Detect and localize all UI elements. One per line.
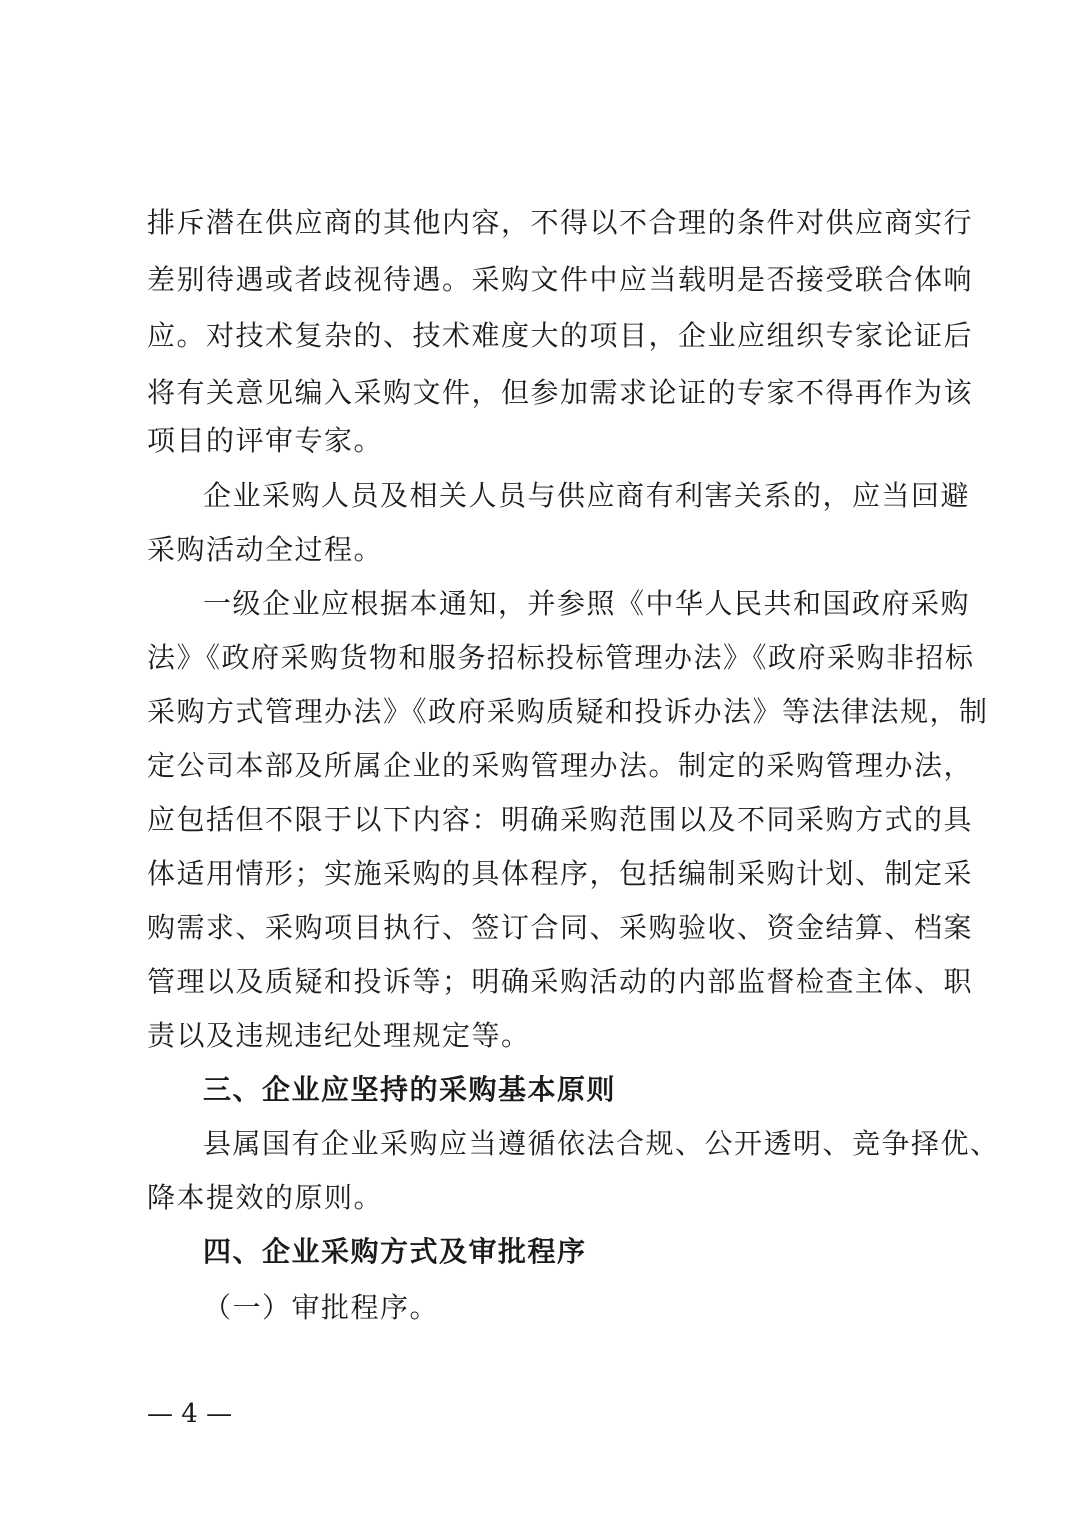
body-line: 排斥潜在供应商的其他内容，不得以不合理的条件对供应商实行: [147, 206, 974, 239]
paragraph-start-line: 一级企业应根据本通知，并参照《中华人民共和国政府采购: [203, 587, 971, 620]
page-number: — 4 —: [147, 1399, 233, 1429]
body-line: 定公司本部及所属企业的采购管理办法。制定的采购管理办法，: [147, 749, 974, 782]
subsection-heading: （一）审批程序。: [203, 1291, 440, 1324]
paragraph-start-line: 企业采购人员及相关人员与供应商有利害关系的，应当回避: [203, 479, 971, 512]
body-line: 采购活动全过程。: [147, 533, 384, 566]
body-line: 差别待遇或者歧视待遇。采购文件中应当载明是否接受联合体响: [147, 263, 974, 296]
body-line: 体适用情形；实施采购的具体程序，包括编制采购计划、制定采: [147, 857, 974, 890]
body-line: 应包括但不限于以下内容：明确采购范围以及不同采购方式的具: [147, 803, 974, 836]
body-line: 管理以及质疑和投诉等；明确采购活动的内部监督检查主体、职: [147, 965, 974, 998]
body-line: 采购方式管理办法》《政府采购质疑和投诉办法》等法律法规，制: [147, 695, 989, 728]
body-line: 项目的评审专家。: [147, 424, 384, 457]
body-line: 购需求、采购项目执行、签订合同、采购验收、资金结算、档案: [147, 911, 974, 944]
paragraph-start-line: 县属国有企业采购应当遵循依法合规、公开透明、竞争择优、: [203, 1127, 1000, 1160]
body-line: 应。对技术复杂的、技术难度大的项目，企业应组织专家论证后: [147, 319, 974, 352]
body-line: 降本提效的原则。: [147, 1181, 384, 1214]
body-line: 法》《政府采购货物和服务招标投标管理办法》《政府采购非招标: [147, 641, 975, 674]
section-heading: 四、企业采购方式及审批程序: [203, 1235, 587, 1268]
section-heading: 三、企业应坚持的采购基本原则: [203, 1073, 617, 1106]
body-line: 将有关意见编入采购文件，但参加需求论证的专家不得再作为该: [147, 376, 974, 409]
body-line: 责以及违规违纪处理规定等。: [147, 1019, 531, 1052]
